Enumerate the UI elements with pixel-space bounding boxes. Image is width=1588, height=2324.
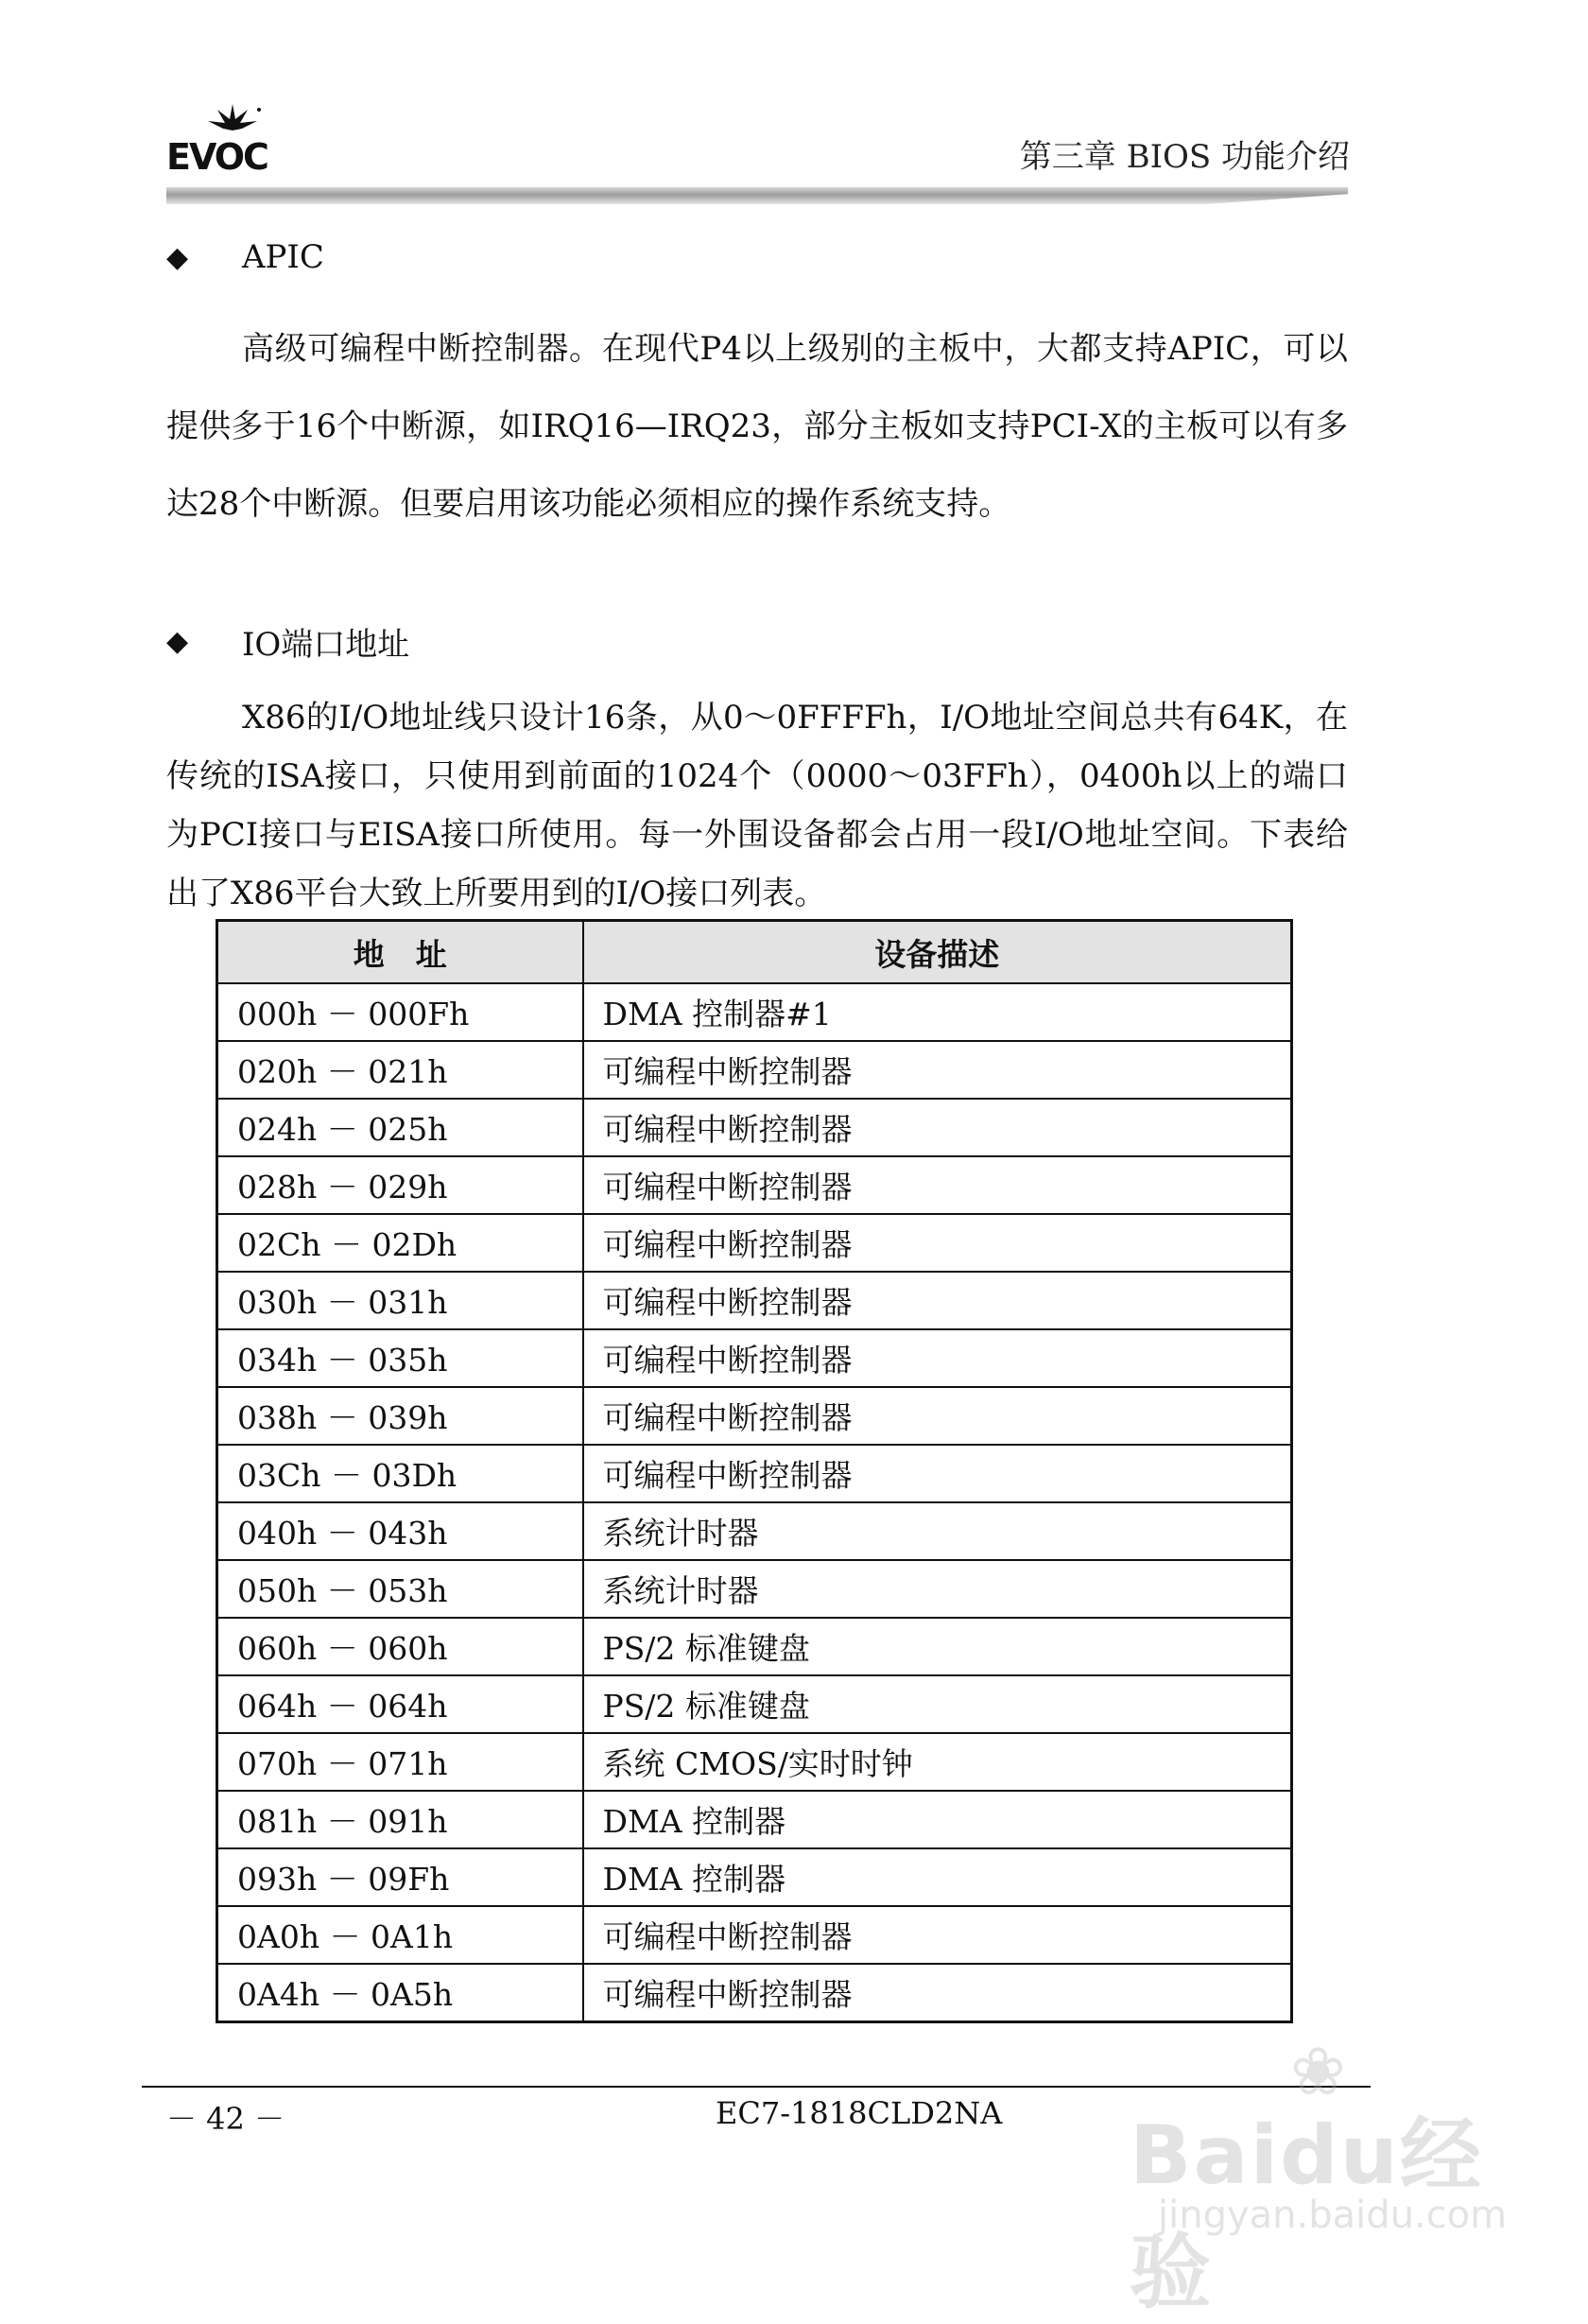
description-cell: 可编程中断控制器 — [583, 1214, 1292, 1272]
header-rule — [166, 187, 1348, 204]
address-cell: 024h － 025h — [217, 1099, 583, 1156]
description-cell: PS/2 标准键盘 — [583, 1675, 1292, 1733]
model-number: EC7-1818CLD2NA — [716, 2095, 1003, 2131]
description-cell: DMA 控制器 — [583, 1848, 1292, 1906]
table-row — [217, 1618, 1292, 1675]
table-row — [217, 1329, 1292, 1387]
address-cell: 081h － 091h — [217, 1791, 583, 1848]
paw-icon: ❀ — [1290, 2033, 1346, 2110]
description-cell: DMA 控制器#1 — [583, 983, 1292, 1041]
table-row — [217, 983, 1292, 1041]
section-title: IO端口地址 — [242, 626, 410, 664]
diamond-bullet-icon: ◆ — [166, 240, 189, 274]
address-cell: 030h － 031h — [217, 1272, 583, 1329]
watermark-url: jingyan.baidu.com — [1158, 2194, 1508, 2237]
header-address: 地 址 — [217, 921, 583, 984]
table-row — [217, 1848, 1292, 1906]
watermark-text: Baidu经验 — [1130, 2108, 1483, 2320]
address-cell: 050h － 053h — [217, 1560, 583, 1618]
address-cell: 060h － 060h — [217, 1618, 583, 1675]
table-row — [217, 1445, 1292, 1502]
table-row — [217, 1964, 1292, 2022]
section-heading-io — [166, 618, 409, 665]
description-cell: DMA 控制器 — [583, 1791, 1292, 1848]
description-cell: PS/2 标准键盘 — [583, 1618, 1292, 1675]
description-cell: 可编程中断控制器 — [583, 1387, 1292, 1445]
description-cell: 系统计时器 — [583, 1560, 1292, 1618]
address-cell: 020h － 021h — [217, 1041, 583, 1099]
description-cell: 可编程中断控制器 — [583, 1099, 1292, 1156]
address-cell: 064h － 064h — [217, 1675, 583, 1733]
section-title: APIC — [242, 238, 324, 276]
table-row — [217, 1272, 1292, 1329]
io-paragraph: X86的I/O地址线只设计16条，从0～0FFFFh，I/O地址空间总共有64K，在传统的ISA接口，只使用到前面的1024个（0000～03FFh），0400h以上的端口为PCI接口与EISA接口所使用。每一外围设备都会占用一段I/O地址空间。下表给出了X86平台大致上所要用到的I/O接口列表。 — [166, 699, 1348, 912]
table-row — [217, 1675, 1292, 1733]
logo-text: EVOC — [166, 136, 268, 178]
description-cell: 系统计时器 — [583, 1502, 1292, 1560]
description-cell: 可编程中断控制器 — [583, 1445, 1292, 1502]
section-heading-apic — [166, 238, 324, 276]
chapter-title: 第三章 BIOS 功能介绍 — [1019, 138, 1350, 176]
table-row — [217, 1733, 1292, 1791]
address-cell: 034h － 035h — [217, 1329, 583, 1387]
apic-paragraph: 高级可编程中断控制器。在现代P4以上级别的主板中，大都支持APIC，可以提供多于16个中断源，如IRQ16—IRQ23，部分主板如支持PCI-X的主板可以有多达28个中断源。但要启用该功能必须相应的操作系统支持。 — [166, 330, 1348, 523]
table-row — [217, 1156, 1292, 1214]
description-cell: 可编程中断控制器 — [583, 1906, 1292, 1964]
description-cell: 可编程中断控制器 — [583, 1156, 1292, 1214]
baidu-watermark — [1130, 2033, 1508, 2320]
address-cell: 028h － 029h — [217, 1156, 583, 1214]
address-cell: 02Ch － 02Dh — [217, 1214, 583, 1272]
address-cell: 040h － 043h — [217, 1502, 583, 1560]
description-cell: 可编程中断控制器 — [583, 1329, 1292, 1387]
address-cell: 038h － 039h — [217, 1387, 583, 1445]
table-header-row — [217, 921, 1292, 984]
evoc-logo — [166, 102, 280, 178]
diamond-bullet-icon: ◆ — [166, 625, 189, 658]
table-row — [217, 1387, 1292, 1445]
description-cell: 可编程中断控制器 — [583, 1964, 1292, 2022]
address-cell: 000h － 000Fh — [217, 983, 583, 1041]
table-row — [217, 1214, 1292, 1272]
address-cell: 093h － 09Fh — [217, 1848, 583, 1906]
address-cell: 0A4h － 0A5h — [217, 1964, 583, 2022]
table-row — [217, 1560, 1292, 1618]
description-cell: 可编程中断控制器 — [583, 1041, 1292, 1099]
header-description: 设备描述 — [583, 921, 1292, 984]
address-cell: 0A0h － 0A1h — [217, 1906, 583, 1964]
table-row — [217, 1791, 1292, 1848]
description-cell: 可编程中断控制器 — [583, 1272, 1292, 1329]
page-number: － 42 － — [166, 2101, 285, 2137]
table-row — [217, 1099, 1292, 1156]
address-cell: 03Ch － 03Dh — [217, 1445, 583, 1502]
address-cell: 070h － 071h — [217, 1733, 583, 1791]
table-row — [217, 1041, 1292, 1099]
table-row — [217, 1502, 1292, 1560]
description-cell: 系统 CMOS/实时时钟 — [583, 1733, 1292, 1791]
table-row — [217, 1906, 1292, 1964]
io-address-table — [216, 919, 1293, 2023]
